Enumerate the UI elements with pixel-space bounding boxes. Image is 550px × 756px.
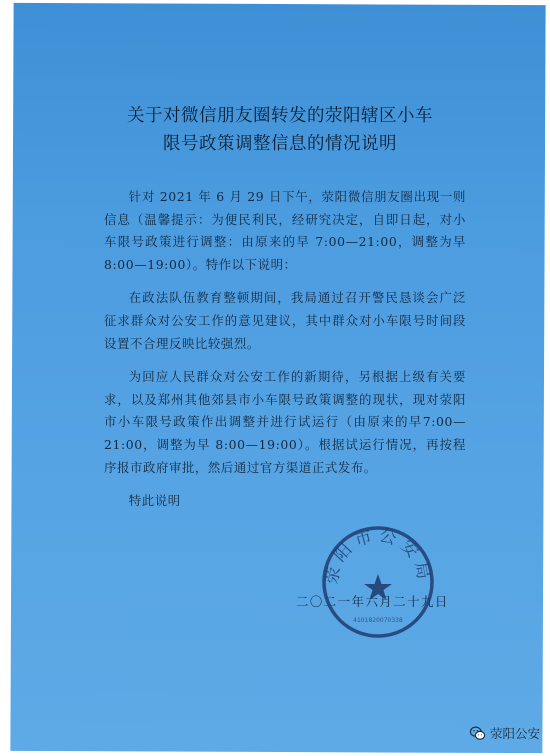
account-name: 荥阳公安 xyxy=(489,726,540,741)
account-watermark xyxy=(469,724,540,742)
issue-date: 二〇二一年六月二十九日 xyxy=(296,594,449,609)
official-seal xyxy=(318,522,438,642)
closing-remark: 特此说明 xyxy=(128,493,181,509)
paragraph-1: 针对 2021 年 6 月 29 日下午，荥阳微信朋友圈出现一则信息（温馨提示：为便民利民，经研究决定，自即日起，对小车限号政策进行调整：由原来的早 7:00—21:00，调整为早 8:00—19:00）。特作以下说明： xyxy=(104,189,466,272)
wechat-icon xyxy=(469,725,486,742)
seal-serial: 4101820070338 xyxy=(353,617,403,624)
paragraph-3: 为回应人民群众对公安工作的新期待，另根据上级有关要求，以及郑州其他郊县市小车限号政策调整的现状，现对荥阳市小车限号政策作出调整并进行试运行（由原来的早7:00—21:00，调整为早 8:00—19:00）。根据试运行情况，再按程序报市政府审批，然后通过官方渠道正式发布。 xyxy=(104,369,466,475)
title-line-1: 关于对微信朋友圈转发的荥阳辖区小车 xyxy=(127,106,433,126)
title-line-2: 限号政策调整信息的情况说明 xyxy=(163,134,397,154)
seal-text: 荥阳市公安局 xyxy=(321,525,435,586)
document-title xyxy=(70,102,490,158)
document-body xyxy=(104,186,466,513)
paragraph-2: 在政法队伍教育整顿期间，我局通过召开警民恳谈会广泛征求群众对公安工作的意见建议，其中群众对小车限号时间段设置不合理反映比较强烈。 xyxy=(104,290,466,351)
seal-star xyxy=(364,574,392,600)
